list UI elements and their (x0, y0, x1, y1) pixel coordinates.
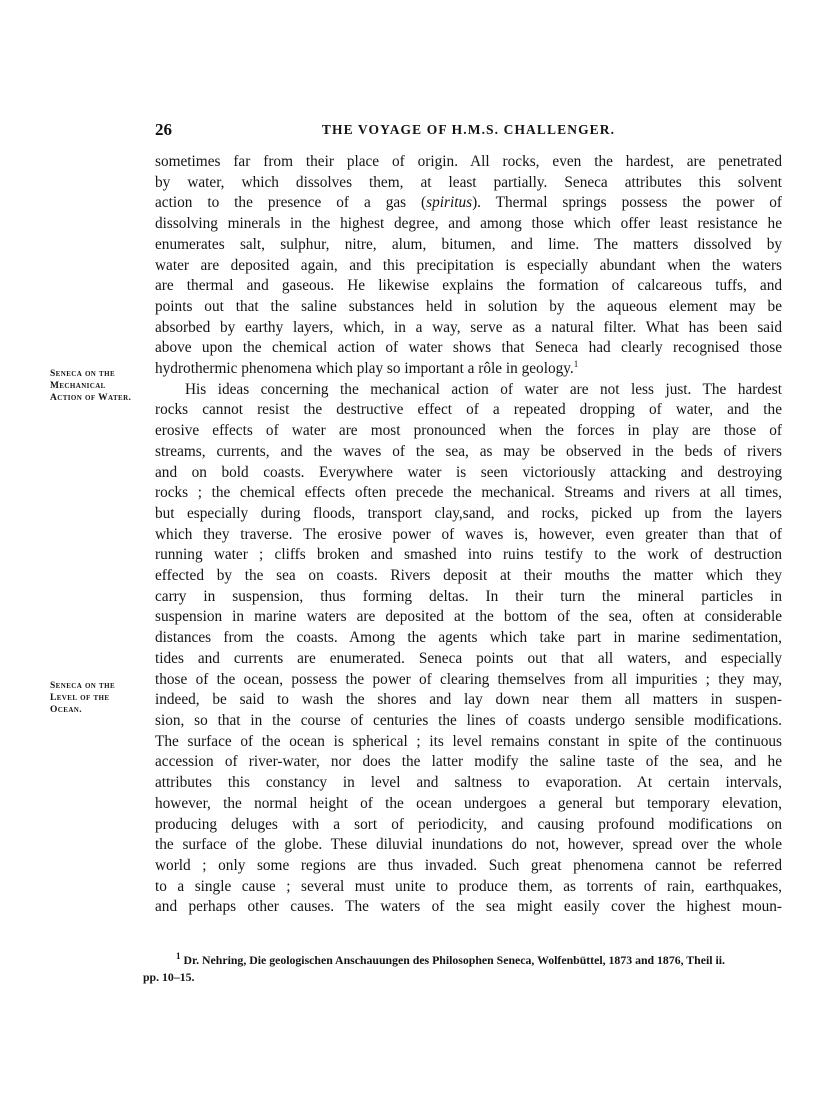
footnote-line (143, 952, 783, 969)
text-line: attributes this constancy in level and saltness to evaporation. At certain intervals, (155, 774, 782, 792)
text-line: The surface of the ocean is spherical ; its level remains constant in spite of the continuous (155, 732, 782, 750)
text-line: enumerates salt, sulphur, nitre, alum, bitumen, and lime. The matters dissolved by (155, 235, 782, 253)
text-line: streams, currents, and the waves of the sea, as may be observed in the beds of rivers (155, 442, 782, 460)
text-fragment: hydrothermic phenomena which play so important a rôle in geology. (155, 360, 574, 378)
text-line: and perhaps other causes. The waters of the sea might easily cover the highest moun- (155, 898, 782, 916)
text-line: rocks cannot resist the destructive effect of a repeated dropping of water, and the (155, 401, 782, 419)
text-line: the surface of the globe. These diluvial inundations do not, however, spread over the whole (155, 836, 782, 854)
sidenote-line: Seneca on the (50, 681, 116, 691)
paragraph-mechanical-action (155, 380, 782, 918)
text-line: indeed, be said to wash the shores and lay down near them all matters in suspen- (155, 691, 782, 709)
text-line: sometimes far from their place of origin. All rocks, even the hardest, are penetrated (155, 153, 782, 170)
text-line: to a single cause ; several must unite to produce them, as torrents of rain, earthquakes, (155, 877, 782, 895)
sidenote-line: Level of the (50, 693, 110, 703)
text-line: points out that the saline substances held in solution by the aqueous element may be (155, 297, 782, 315)
text-line: world ; only some regions are thus invaded. Such great phenomena cannot be referred (155, 856, 782, 874)
footnote-line: pp. 10–15. (143, 970, 195, 984)
footnote (143, 952, 783, 986)
text-line: and on bold coasts. Everywhere water is seen victoriously attacking and destroying (155, 463, 782, 481)
text-line: are thermal and gaseous. He likewise explains the formation of calcareous tuffs, and (155, 277, 782, 295)
text-line: rocks ; the chemical effects often precede the mechanical. Streams and rivers at all times, (155, 484, 782, 502)
sidenote-line: Action of Water. (50, 393, 132, 403)
text-line: however, the normal height of the ocean undergoes a general but temporary elevation, (155, 794, 782, 812)
sidenote-line: Seneca on the (50, 369, 116, 379)
footnote-citation: Dr. Nehring, Die geologischen Anschauungen des Philosophen Seneca, Wolfenbüttel, 1873 and 1876, Theil ii. (183, 953, 725, 967)
text-line: dissolving minerals in the highest degree, and among those which offer least resistance he (155, 215, 782, 233)
text-fragment: action to the presence of a gas ( (155, 194, 427, 212)
text-line (155, 193, 782, 214)
text-line: producing deluges with a sort of periodicity, and causing profound modifications on (155, 815, 782, 833)
text-line: by water, which dissolves them, at least partially. Seneca attributes this solvent (155, 173, 782, 191)
text-line: which they traverse. The erosive power of waves is, however, even greater than that of (155, 525, 782, 543)
footnote-reference[interactable]: 1 (573, 358, 579, 369)
text-line: His ideas concerning the mechanical action of water are not less just. The hardest (185, 380, 782, 398)
text-line: absorbed by earthy layers, which, in a way, serve as a natural filter. What has been said (155, 318, 782, 336)
text-line: running water ; cliffs broken and smashed into ruins testify to the work of destruction (155, 546, 782, 564)
text-line: suspension in marine waters are deposited at the bottom of the sea, often at considerable (155, 608, 782, 626)
text-line: sion, so that in the course of centuries the lines of coasts undergo sensible modifications. (155, 711, 782, 729)
page-number: 26 (155, 120, 172, 139)
text-line: carry in suspension, thus forming deltas. In their turn the mineral particles in (155, 587, 782, 605)
text-line: but especially during floods, transport clay,sand, and rocks, picked up from the layers (155, 504, 782, 522)
text-line (155, 359, 782, 380)
sidenote-mechanical-action (50, 368, 155, 404)
page-header (155, 120, 782, 140)
body-text (155, 152, 782, 918)
text-line: distances from the coasts. Among the agents which take part in marine sedimentation, (155, 629, 782, 647)
text-line: effected by the sea on coasts. Rivers deposit at their mouths the matter which they (155, 567, 782, 585)
paragraph-solvent-action (155, 152, 782, 380)
text-line: those of the ocean, possess the power of clearing themselves from all impurities ; they may, (155, 670, 782, 688)
sidenote-line: Mechanical (50, 381, 106, 391)
running-title: THE VOYAGE OF H.M.S. CHALLENGER. (321, 122, 616, 137)
text-fragment: ). Thermal springs possess the power of (472, 194, 782, 212)
text-line: tides and currents are enumerated. Seneca points out that all waters, and especially (155, 649, 782, 667)
text-line: water are deposited again, and this precipitation is especially abundant when the waters (155, 256, 782, 274)
text-line: accession of river-water, nor does the latter modify the saline taste of the sea, and he (155, 753, 782, 771)
text-line: above upon the chemical action of water shows that Seneca had clearly recognised those (155, 339, 782, 357)
sidenote-line: Ocean. (50, 705, 82, 715)
italic-term: spiritus (426, 194, 473, 212)
sidenote-level-of-ocean (50, 680, 155, 716)
text-line: erosive effects of water are most pronounced when the forces in play are those of (155, 422, 782, 440)
footnote-marker: 1 (176, 951, 181, 962)
